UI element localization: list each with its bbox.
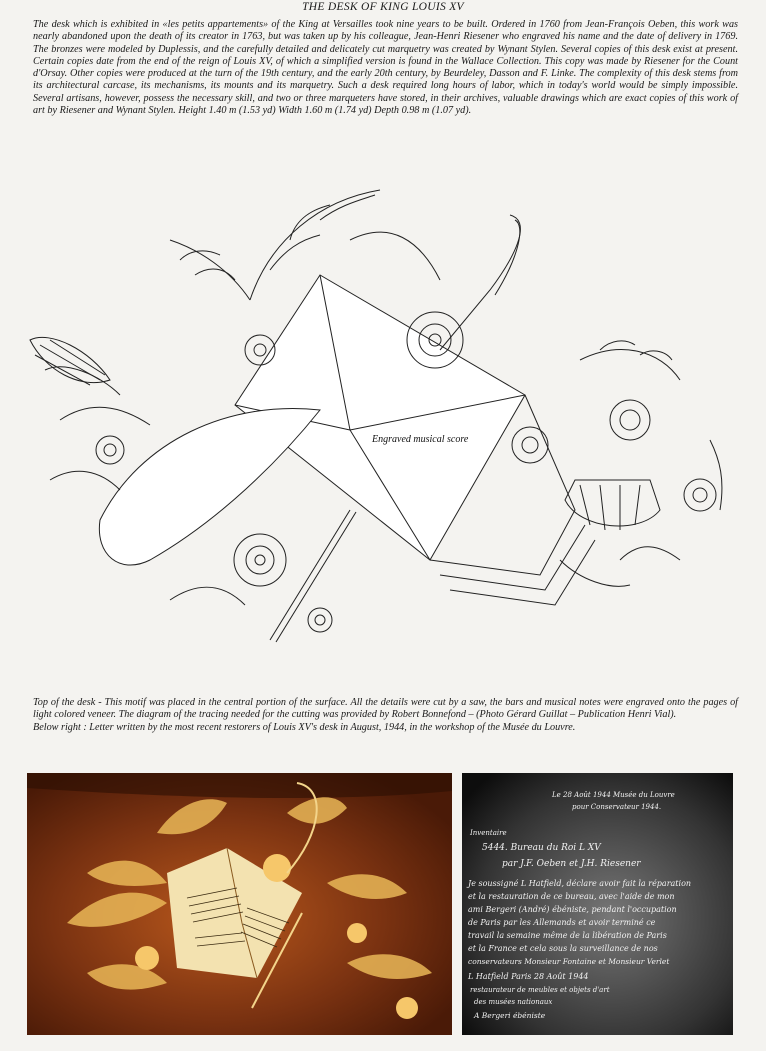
letter-paper xyxy=(462,773,733,1035)
letter-line-5: Je soussigné L Hatfield, déclare avoir fait la réparation xyxy=(468,879,692,888)
letter-line-2: Inventaire xyxy=(470,829,507,837)
restorers-letter-photo xyxy=(462,773,733,1035)
caption-main: Top of the desk - This motif was placed in the central portion of the surface. All the details were cut by a saw, the bars and musical notes were engraved onto the pages of light colored veneer. The diagram of the tracing needed for the cutting was provided by Robert Bonnefond – (Photo Gérard Guillat – Publication Henri Vial). xyxy=(33,697,738,721)
letter-line-6: et la restauration de ce bureau, avec l'aide de mon xyxy=(468,892,675,901)
letter-line-1: pour Conservateur 1944. xyxy=(572,803,662,811)
drawing-label: Engraved musical score xyxy=(372,434,469,445)
letter-line-10: et la France et cela sous la surveillance de nos xyxy=(468,944,658,953)
letter-line-15: A Bergeri ébéniste xyxy=(474,1011,546,1020)
letter-line-14: des musées nationaux xyxy=(474,998,553,1006)
basket-drawing xyxy=(565,480,660,530)
letter-line-11: conservateurs Monsieur Fontaine et Monsieur Verlet xyxy=(468,957,670,966)
marquetry-photo-art xyxy=(27,773,452,1035)
marquetry-line-drawing xyxy=(20,180,740,680)
intro-paragraph: The desk which is exhibited in «les petits appartements» of the King at Versailles took nine years to be built. Ordered in 1760 from Jean-François Oeben, this work was nearly abandoned upon the death of its creator in 1763, but was taken up by his colleague, Jean-Henri Riesener who engraved his name and the date of delivery in 1769. The bronzes were modeled by Duplessis, and the carefully detailed and delicately cut marquetry was created by Wynant Stylen. Several copies of this desk exist at present. Certain copies date from the end of the reign of Louis XV, of which a simplified version is found in the Wallace Collection. This copy was made by Riesener for the Count d'Orsay. Other copies were produced at the turn of the 19th century, and the early 20th century, by Beurdeley, Dasson and F. Linke. The complexity of this desk stems from its architectural carcase, its mechanisms, its mounts and its marquetry. Such a desk required long hours of labor, which in today's world would be simply impossible. Several artisans, however, possess the necessary skill, and two or three marqueters have stored, in their archives, valuable drawings which are exact copies of this work of art by Riesener and Wynant Stylen. Height 1.40 m (1.53 yd) Width 1.60 m (1.74 yd) Depth 0.98 m (1.07 yd). xyxy=(33,19,738,116)
letter-line-9: travail la semaine même de la libération de Paris xyxy=(468,931,667,940)
caption-block xyxy=(33,697,738,734)
letter-line-12: L Hatfield Paris 28 Août 1944 xyxy=(468,972,589,981)
letter-line-7: ami Bergeri (André) ébéniste, pendant l'occupation xyxy=(468,905,677,914)
letter-line-4: par J.F. Oeben et J.H. Riesener xyxy=(502,859,641,869)
letter-line-13: restaurateur de meubles et objets d'art xyxy=(470,986,610,994)
page-title: THE DESK OF KING LOUIS XV xyxy=(302,1,464,13)
letter-line-8: de Paris par les Allemands et avoir terminé ce xyxy=(468,918,656,927)
caption-right: Below right : Letter written by the most recent restorers of Louis XV's desk in August, 1944, in the workshop of the Musée du Louvre. xyxy=(33,721,576,733)
pine-cone-drawing xyxy=(30,337,120,395)
marquetry-photo xyxy=(27,773,452,1035)
letter-line-3: 5444. Bureau du Roi L XV xyxy=(482,843,601,853)
letter-line-0: Le 28 Août 1944 Musée du Louvre xyxy=(552,791,675,799)
